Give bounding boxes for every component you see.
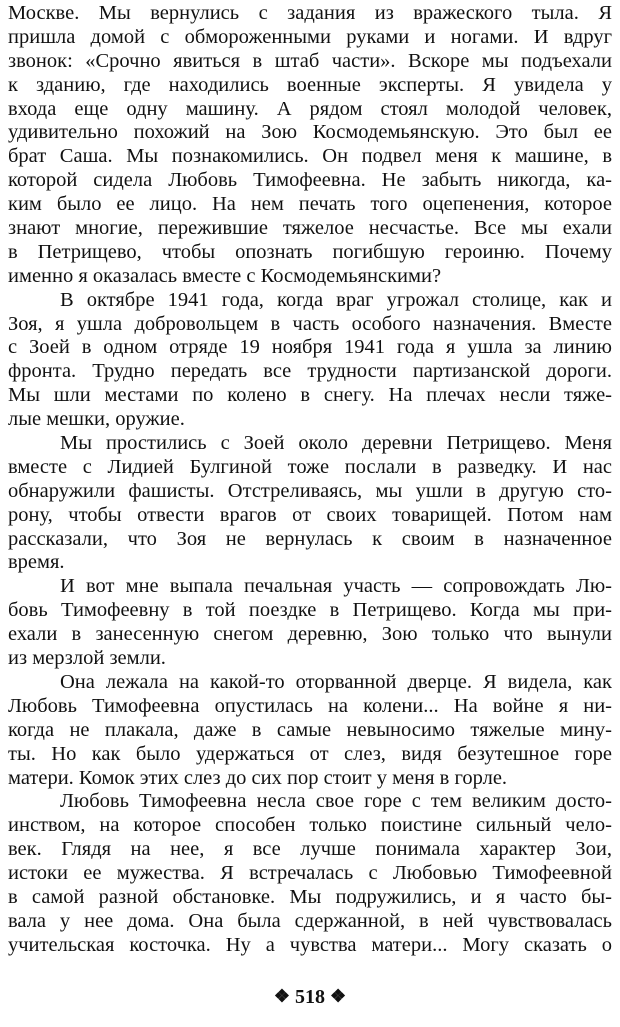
text-line: именно я оказалась вместе с Космодемьянскими?	[8, 264, 442, 287]
text-line: матери. Комок этих слез до сих пор стоит у меня в горле.	[8, 766, 508, 789]
text-line: ким было ее лицо. На нем печать того оцепенения, которое	[8, 193, 612, 216]
text-line: инством, на которое способен только поистине сильный чело-	[8, 814, 612, 837]
paragraph-start-line: В октябре 1941 года, когда враг угрожал столице, как и	[60, 288, 612, 311]
text-line: ты. Но как было удержаться от слез, видя безутешное горе	[8, 742, 612, 765]
text-line: Мы шли местами по колено в снегу. На плечах несли тяже-	[8, 384, 612, 407]
text-line: бовь Тимофеевну в той поездке в Петрищево. Когда мы при-	[8, 599, 612, 622]
page-footer	[0, 986, 620, 1009]
body-text	[8, 2, 612, 958]
text-line: когда не плакала, даже в самые невыносимо тяжелые мину-	[8, 718, 612, 741]
left-ornament-icon: ❖	[273, 986, 290, 1006]
text-line: вместе с Лидией Булгиной тоже послали в разведку. И нас	[8, 455, 612, 478]
text-line: обнаружили фашисты. Отстреливаясь, мы ушли в другую сто-	[8, 479, 612, 502]
text-line: из мерзлой земли.	[8, 647, 166, 670]
text-line: рассказали, что Зоя не вернулась к своим в назначенное	[8, 527, 612, 550]
right-ornament-icon: ❖	[330, 986, 347, 1006]
text-line: удивительно похожий на Зою Космодемьянскую. Это был ее	[8, 121, 612, 144]
text-line: Любовь Тимофеевна опустилась на колени... На войне я ни-	[8, 694, 612, 717]
text-line: Москве. Мы вернулись с задания из вражеского тыла. Я	[8, 2, 612, 24]
paragraph-start-line: И вот мне выпала печальная участь — сопровождать Лю-	[60, 575, 612, 598]
text-line: лые мешки, оружие.	[8, 408, 185, 431]
text-line: к зданию, где находились военные эксперты. Я увидела у	[8, 73, 612, 96]
text-line: в Петрищево, чтобы опознать погибшую героиню. Почему	[8, 240, 612, 263]
page-number: 518	[295, 986, 325, 1008]
text-line: учительская косточка. Ну а чувства матери... Могу сказать о	[8, 933, 612, 956]
text-line: Зоя, я ушла добровольцем в часть особого назначения. Вместе	[8, 312, 612, 335]
text-line: вала у нее дома. Она была сдержанной, в ней чувствовалась	[8, 909, 612, 932]
text-line: в самой разной обстановке. Мы подружились, и я часто бы-	[8, 885, 612, 908]
text-line: истоки ее мужества. Я встречалась с Любовью Тимофеевной	[8, 862, 612, 885]
paragraph-start-line: Любовь Тимофеевна несла свое горе с тем великим досто-	[60, 790, 612, 813]
text-line: время.	[8, 551, 65, 574]
text-line: век. Глядя на нее, я все лучше понимала характер Зои,	[8, 838, 612, 861]
text-line: которой сидела Любовь Тимофеевна. Не забыть никогда, ка-	[8, 169, 612, 192]
text-line: ехали в занесенную снегом деревню, Зою только что вынули	[8, 623, 612, 646]
paragraph-start-line: Она лежала на какой-то оторванной дверце. Я видела, как	[60, 670, 612, 693]
text-line: рону, чтобы отвести врагов от своих товарищей. Потом нам	[8, 503, 612, 526]
text-line: брат Саша. Мы познакомились. Он подвел меня к машине, в	[8, 145, 612, 168]
text-line: с Зоей в одном отряде 19 ноября 1941 года я ушла за линию	[8, 336, 612, 359]
text-line: фронта. Трудно передать все трудности партизанской дороги.	[8, 360, 612, 383]
text-line: пришла домой с обмороженными руками и ногами. И вдруг	[8, 25, 612, 48]
text-line: знают многие, пережившие тяжелое несчастье. Все мы ехали	[8, 217, 612, 240]
text-line: входа еще одну машину. А рядом стоял молодой человек,	[8, 97, 612, 120]
paragraph-start-line: Мы простились с Зоей около деревни Петрищево. Меня	[60, 432, 612, 455]
text-line: звонок: «Срочно явиться в штаб части». Вскоре мы подъехали	[8, 49, 612, 72]
